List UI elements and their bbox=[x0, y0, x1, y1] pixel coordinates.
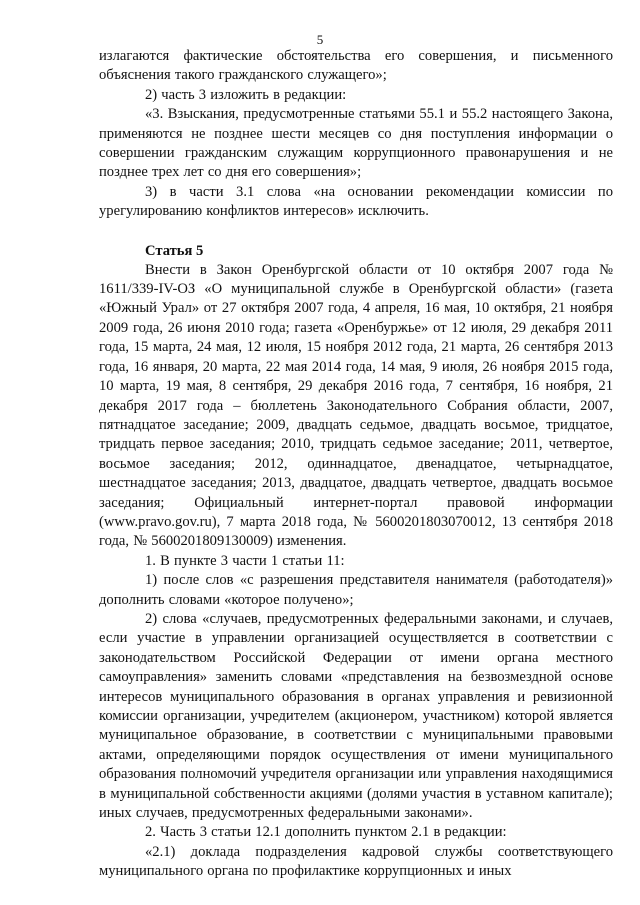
page-number: 5 bbox=[316, 32, 324, 47]
paragraph: 2) часть 3 изложить в редакции: bbox=[145, 86, 347, 103]
paragraph: «2.1) доклада подразделения кадровой службы соответствующего муниципального органа по профилактике коррупционных и иных bbox=[99, 843, 613, 880]
paragraph: «3. Взыскания, предусмотренные статьями 55.1 и 55.2 настоящего Закона, применяются не позднее шести месяцев со дня поступления информации о совершении гражданским служащим коррупционного правонарушения и не позднее трех лет со дня его совершения»; bbox=[99, 106, 613, 181]
article-heading: Статья 5 bbox=[145, 242, 204, 259]
paragraph: 3) в части 3.1 слова «на основании рекомендации комиссии по урегулированию конфликтов интересов» исключить. bbox=[99, 183, 613, 220]
paragraph: Внести в Закон Оренбургской области от 10 октября 2007 года № 1611/339-IV-ОЗ «О муниципальной службе в Оренбургской области» (газета «Южный Урал» от 27 октября 2007 года, 4 апреля, 16 мая, 10 октября, 21 ноября 2009 года, 26 июня 2010 года; газета «Оренбуржье» от 12 июля, 29 декабря 2011 года, 15 марта, 24 мая, 12 июля, 15 ноября 2012 года, 21 марта, 26 сентября 2013 года, 16 января, 20 марта, 22 мая 2014 года, 14 мая, 9 июля, 26 ноября 2015 года, 10 марта, 19 мая, 8 сентября, 29 декабря 2016 года, 7 сентября, 16 ноября, 21 декабря 2017 года – бюллетень Законодательного Собрания области, 2007, пятнадцатое заседание; 2009, двадцать седьмое, двадцать восьмое, тридцатое, тридцать первое заседания; 2010, тридцать седьмое заседание; 2011, четвертое, восьмое заседания; 2012, одиннадцатое, двенадцатое, четырнадцатое, шестнадцатое заседания; 2013, двадцатое, двадцать четвертое, двадцать восьмое заседания; Официальный интернет-портал правовой информации (www.pravo.gov.ru), 7 марта 2018 года, № 5600201803070012, 13 сентября 2018 года, № 5600201809130009) изменения. bbox=[99, 261, 613, 550]
document-body bbox=[99, 47, 613, 882]
spacer bbox=[99, 222, 613, 242]
paragraph: 2. Часть 3 статьи 12.1 дополнить пунктом 2.1 в редакции: bbox=[145, 824, 507, 841]
paragraph: 1) после слов «с разрешения представителя нанимателя (работодателя)» дополнить словами «которое получено»; bbox=[99, 572, 613, 608]
paragraph: излагаются фактические обстоятельства его совершения, и письменного объяснения такого гражданского служащего»; bbox=[99, 48, 613, 84]
paragraph: 1. В пункте 3 части 1 статьи 11: bbox=[145, 552, 345, 569]
paragraph: 2) слова «случаев, предусмотренных федеральными законами, и случаев, если участие в управлении организацией осуществляется в соответствии с законодательством Российской Федерации от имени органа местного самоуправления» заменить словами «представления на безвозмездной основе интересов муниципального образования в органах управления и ревизионной комиссии организации, учредителем (акционером, участником) которой является муниципальное образование, в соответствии с муниципальными правовыми актами, определяющими порядок осуществления от имени муниципального образования полномочий учредителя организации или управления находящимися в муниципальной собственности акциями (долями участия в уставном капитале); иных случаев, предусмотренных федеральными законами». bbox=[99, 610, 613, 822]
